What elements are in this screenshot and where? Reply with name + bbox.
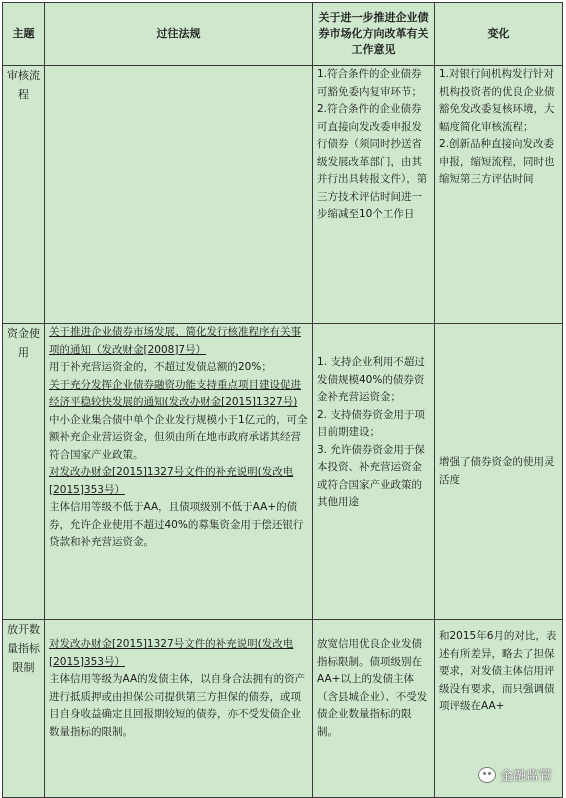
subject-text: 放开数量指标限制 (7, 623, 40, 674)
change-item: 1.对银行间机构发行针对机构投资者的优良企业债豁免发改委复核环境，大幅度简化审核流程； (439, 68, 555, 133)
header-subject: 主题 (3, 3, 45, 66)
header-opinion: 关于进一步推进企业债券市场化方向改革有关工作意见 (313, 3, 435, 66)
opinion-item: 1.符合条件的企业债券可豁免委内复审环节； (317, 68, 422, 98)
watermark (478, 765, 552, 784)
row-opinion (313, 620, 435, 798)
regulation-title-link[interactable]: 关于充分发挥企业债券融资功能支持重点项目建设促进经济平稳较快发展的通知(发改办财金[2015]1327号) (49, 378, 301, 408)
row-subject (3, 66, 45, 324)
table-row (3, 66, 563, 324)
row-past-rules (45, 66, 313, 324)
row-change (435, 66, 563, 324)
opinion-item: 放宽信用优良企业发债指标限制。债项级别在AA+以上的发债主体（含县城企业）、不受发债企业数量指标的限制。 (317, 638, 428, 738)
opinion-item: 2.符合条件的企业债券可直接向发改委申报发行债券（须同时抄送省级发展改革部门，由其并行出具转报文件），第三方技术评估时间进一步缩减至10个工作日 (317, 103, 428, 220)
row-past-rules (45, 324, 313, 620)
opinion-item: 3. 允许债券资金用于保本投资、补充营运资金或符合国家产业政策的其他用途 (317, 443, 425, 508)
row-opinion (313, 66, 435, 324)
regulation-comparison-table (2, 2, 563, 798)
regulation-text: 主体信用等级为AA的发债主体，以自身合法拥有的资产进行抵质押或由担保公司提供第三方担保的债券，或项目自身收益确定且回报期较短的债券，亦不受发债企业数量指标的限制。 (49, 673, 306, 738)
regulation-text: 中小企业集合债中单个企业发行规模小于1亿元的，可全额补充企业营运资金，但须由所在地市政府承诺其经营符合国家产业政策。 (49, 413, 308, 461)
regulation-title-link[interactable]: 对发改办财金[2015]1327号文件的补充说明(发改电[2015]353号） (49, 638, 294, 668)
change-item: 2.创新品种直接向发改委申报，缩短流程，同时也缩短第三方评估时间 (439, 138, 555, 185)
row-subject (3, 620, 45, 798)
table-row (3, 324, 563, 620)
wechat-icon (478, 767, 496, 783)
opinion-item: 2. 支持债券资金用于项目前期建设； (317, 408, 425, 438)
watermark-text: 金融监管 (499, 769, 552, 784)
row-subject (3, 324, 45, 620)
opinion-item: 1. 支持企业利用不超过发债规模40%的债券资金补充营运资金； (317, 356, 425, 403)
regulation-text: 用于补充营运资金的，不超过发债总额的20%； (49, 361, 272, 373)
header-change: 变化 (435, 3, 563, 66)
table-header-row (3, 3, 563, 66)
regulation-title-link[interactable]: 对发改办财金[2015]1327号文件的补充说明(发改电[2015]353号） (49, 466, 294, 496)
subject-text: 资金使用 (7, 327, 40, 359)
regulation-title-link[interactable]: 关于推进企业债券市场发展、简化发行核准程序有关事项的通知（发改财金[2008]7号） (49, 326, 301, 356)
change-item: 和2015年6月的对比，表述有所差异，略去了担保要求，对发债主体信用评级没有要求，而只强调债项评级在AA+ (439, 630, 557, 712)
change-item: 增强了债券资金的使用灵活度 (439, 456, 555, 486)
regulation-text: 主体信用等级不低于AA，且债项级别不低于AA+的债券，允许企业使用不超过40%的募集资金用于偿还银行贷款和补充营运资金。 (49, 501, 304, 548)
row-past-rules (45, 620, 313, 798)
header-past-rules: 过往法规 (45, 3, 313, 66)
row-opinion (313, 324, 435, 620)
subject-text: 审核流程 (7, 69, 40, 101)
row-change (435, 324, 563, 620)
